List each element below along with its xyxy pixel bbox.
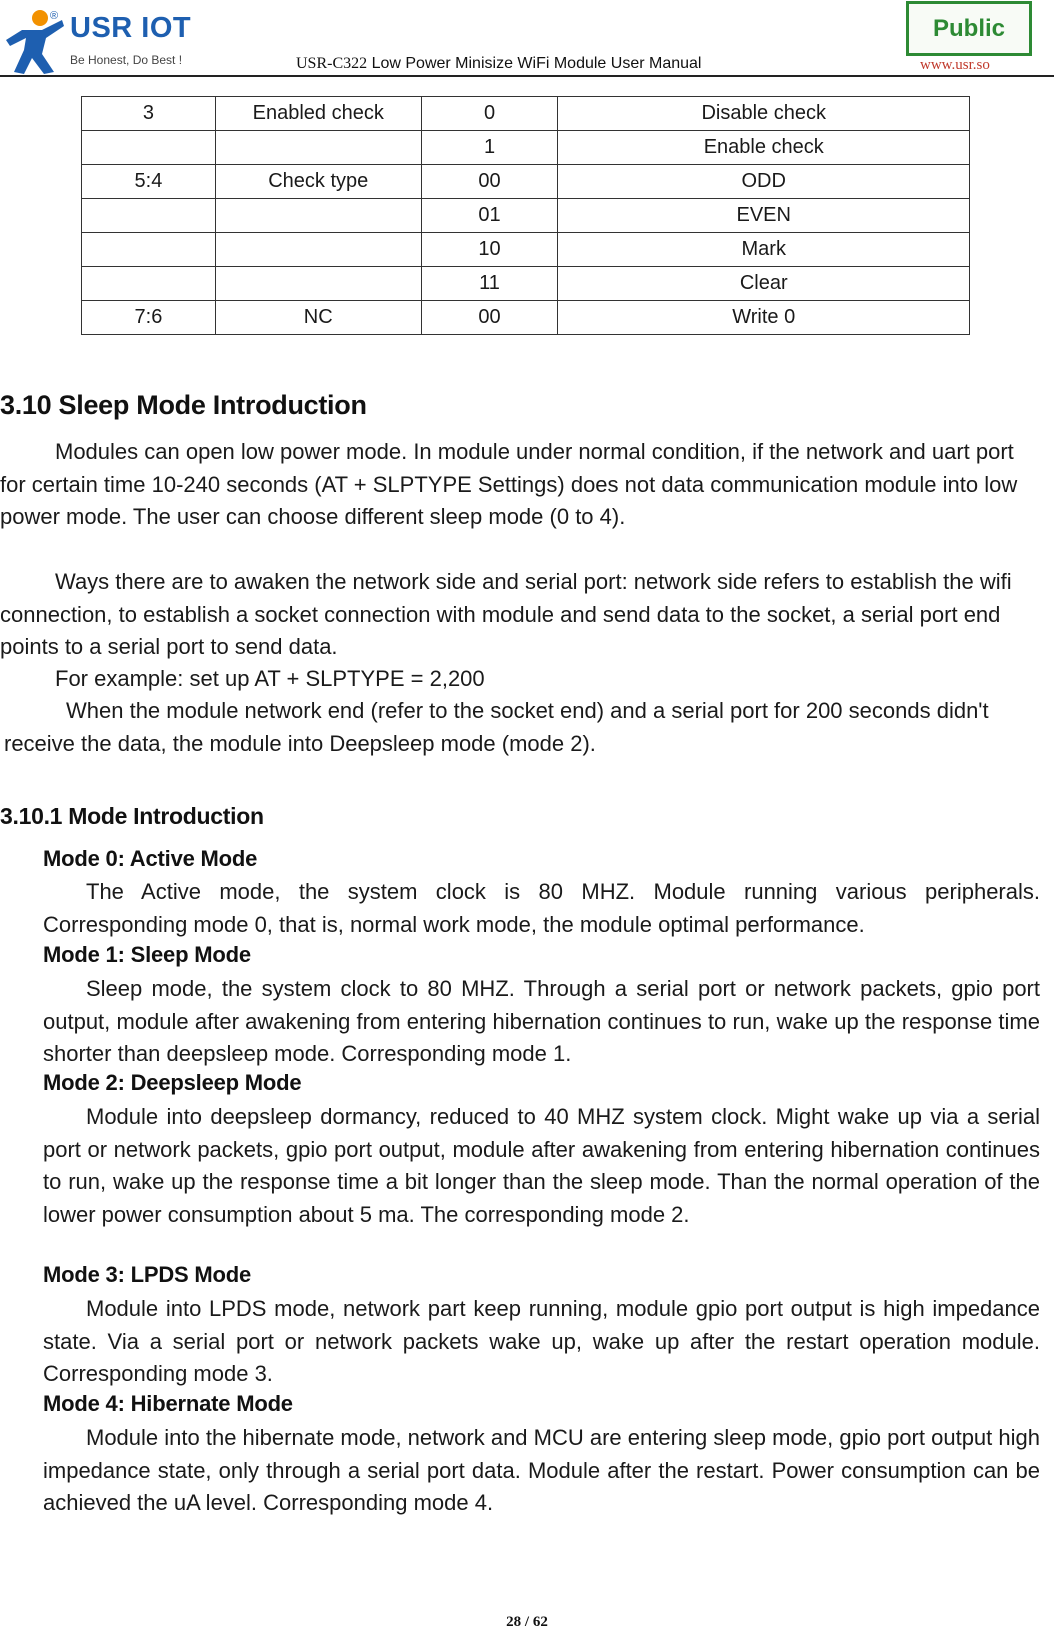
description-cell: EVEN xyxy=(558,199,970,233)
mode-1-title: Mode 1: Sleep Mode xyxy=(43,942,251,967)
mode-4-text: Module into the hibernate mode, network and MCU are entering sleep mode, gpio port output high impedance state, only through a serial port data. Module after the restart. Power consumption can be achieved the uA level. Corresponding mode 4. xyxy=(43,1425,1040,1515)
example-explanation: When the module network end (refer to the socket end) and a serial port for 200 seconds didn't receive the data, the module into Deepsleep mode (mode 2). xyxy=(4,698,989,756)
table-row xyxy=(82,97,970,131)
document-title-text: Low Power Minisize WiFi Module User Manual xyxy=(371,55,702,72)
table-row xyxy=(82,199,970,233)
mode-4-title: Mode 4: Hibernate Mode xyxy=(43,1391,293,1416)
field-name-cell xyxy=(215,199,421,233)
field-name-cell xyxy=(215,267,421,301)
bit-cell xyxy=(82,131,216,165)
mode-3-text: Module into LPDS mode, network part keep running, module gpio port output is high impedance state. Via a serial port or network packets wake up, wake up after the restart operation module. Corresponding mode 3. xyxy=(43,1296,1040,1386)
table-row xyxy=(82,267,970,301)
bit-cell xyxy=(82,199,216,233)
value-cell: 0 xyxy=(421,97,558,131)
field-name-cell: NC xyxy=(215,301,421,335)
bit-cell: 5:4 xyxy=(82,165,216,199)
logo-slogan: Be Honest, Do Best ! xyxy=(70,53,183,67)
table-row xyxy=(82,165,970,199)
description-cell: Mark xyxy=(558,233,970,267)
header-divider xyxy=(0,75,1054,77)
mode-3-title: Mode 3: LPDS Mode xyxy=(43,1262,252,1287)
bit-cell xyxy=(82,267,216,301)
logo-name: USR IOT xyxy=(70,12,192,44)
description-cell: Disable check xyxy=(558,97,970,131)
field-name-cell xyxy=(215,233,421,267)
value-cell: 11 xyxy=(421,267,558,301)
bit-cell xyxy=(82,233,216,267)
description-cell: Enable check xyxy=(558,131,970,165)
document-model: USR-C322 xyxy=(296,55,368,72)
field-name-cell: Enabled check xyxy=(215,97,421,131)
field-name-cell xyxy=(215,131,421,165)
description-cell: ODD xyxy=(558,165,970,199)
mode-0-title: Mode 0: Active Mode xyxy=(43,846,258,871)
value-cell: 00 xyxy=(421,165,558,199)
document-title xyxy=(296,55,701,73)
mode-2-text: Module into deepsleep dormancy, reduced to 40 MHZ system clock. Might wake up via a serial port or network packets, gpio port output, module after awakening from entering hibernation continues to run, wake up the response time a bit longer than the sleep mode. Than the normal operation of the lower power consumption about 5 ma. The corresponding mode 2. xyxy=(43,1104,1040,1227)
mode-2-title: Mode 2: Deepsleep Mode xyxy=(43,1070,302,1095)
public-badge: Public xyxy=(906,1,1032,56)
example-paragraph: For example: set up AT + SLPTYPE = 2,200 xyxy=(55,666,485,691)
bit-cell: 3 xyxy=(82,97,216,131)
mode-1-text: Sleep mode, the system clock to 80 MHZ. Through a serial port or network packets, gpio port output, module after awakening from entering hibernation continues to run, wake up the response time shorter than deepsleep mode. Corresponding mode 1. xyxy=(43,976,1040,1066)
page-header xyxy=(0,0,1054,80)
usr-iot-logo xyxy=(2,6,202,74)
registered-mark: ® xyxy=(50,10,59,22)
bit-cell: 7:6 xyxy=(82,301,216,335)
intro-paragraph: Modules can open low power mode. In module under normal condition, if the network and uart port for certain time 10-240 seconds (AT + SLPTYPE Settings) does not data communication module into low power mode. The user can choose different sleep mode (0 to 4). xyxy=(0,439,1018,529)
description-cell: Write 0 xyxy=(558,301,970,335)
field-name-cell: Check type xyxy=(215,165,421,199)
register-table xyxy=(81,96,970,335)
subsection-heading: 3.10.1 Mode Introduction xyxy=(0,803,264,829)
mode-0-text: The Active mode, the system clock is 80 MHZ. Module running various peripherals. Corresponding mode 0, that is, normal work mode, the module optimal performance. xyxy=(43,879,1040,937)
table-row xyxy=(82,131,970,165)
page-number: 28 / 62 xyxy=(506,1614,548,1630)
wake-paragraph: Ways there are to awaken the network side and serial port: network side refers to establish the wifi connection, to establish a socket connection with module and send data to the socket, a serial port end points to a serial port to send data. xyxy=(0,569,1012,659)
value-cell: 1 xyxy=(421,131,558,165)
table-row xyxy=(82,301,970,335)
value-cell: 00 xyxy=(421,301,558,335)
value-cell: 01 xyxy=(421,199,558,233)
header-url: www.usr.so xyxy=(920,57,990,73)
section-heading: 3.10 Sleep Mode Introduction xyxy=(0,390,367,420)
table-row xyxy=(82,233,970,267)
value-cell: 10 xyxy=(421,233,558,267)
description-cell: Clear xyxy=(558,267,970,301)
